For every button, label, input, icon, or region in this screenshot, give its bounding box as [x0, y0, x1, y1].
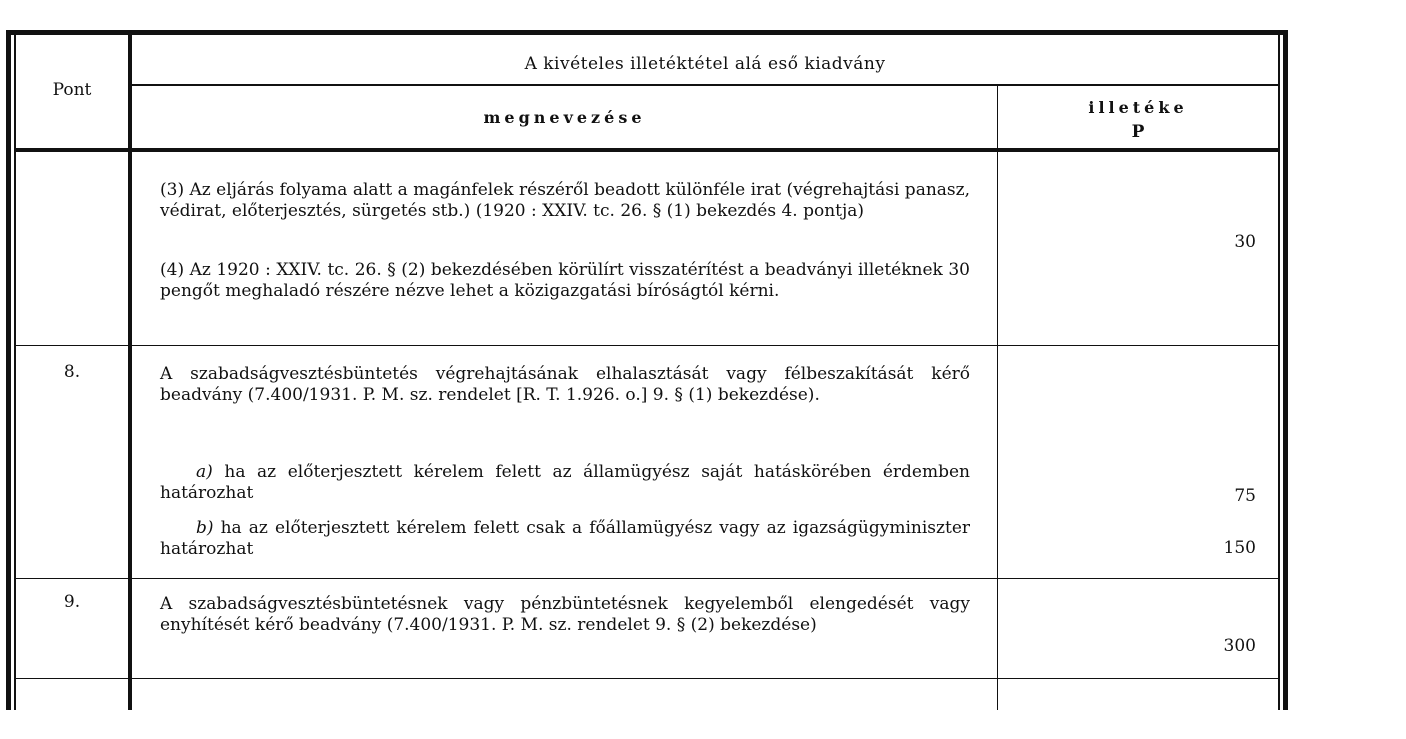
row8-item-b — [160, 518, 970, 560]
row8-item-a — [160, 462, 970, 504]
row8-item-a-text: ha az előterjesztett kérelem felett az államügyész saját hatáskörében érdemben határozhat — [160, 462, 970, 503]
row1-fee: 30 — [1234, 232, 1256, 252]
row8-fee-b: 150 — [1223, 538, 1256, 558]
row8-intro-text: A szabadságvesztésbüntetés végrehajtásának elhalasztását vagy félbeszakítását kérő beadvány (7.400/1931. P. M. sz. rendelet [R. T. 1.926. o.] 9. § (1) bekezdése). — [160, 364, 970, 405]
col-sep-pont — [128, 34, 132, 710]
row-sep-1 — [14, 345, 1280, 346]
table-left-border — [6, 30, 11, 710]
table-right-border-inner — [1278, 34, 1280, 710]
row9-pont: 9. — [63, 592, 81, 612]
row1-para3-text: (3) Az eljárás folyama alatt a magánfelek részéről beadott különféle irat (végrehajtási panasz, védirat, előterjesztés, sürgetés stb.) (1920 : XXIV. tc. 26. § (1) bekezdés 4. pontja) — [160, 180, 970, 221]
header-col-name: megnevezése — [483, 108, 646, 127]
row9-text-block — [160, 594, 970, 636]
table-right-border — [1283, 30, 1288, 710]
header-bottom-line — [14, 148, 1280, 152]
row1-para4-text: (4) Az 1920 : XXIV. tc. 26. § (2) bekezdésében körülírt visszatérítést a beadványi illetéknek 30 pengőt meghaladó részére nézve lehet a közigazgatási bíróságtól kérni. — [160, 260, 970, 301]
header-pont: Pont — [52, 80, 92, 100]
table-top-border — [6, 30, 1288, 35]
row1-para3 — [160, 180, 970, 222]
row1-para4 — [160, 260, 970, 302]
row-sep-2 — [14, 578, 1280, 579]
row8-item-b-text: ha az előterjesztett kérelem felett csak a főállamügyész vagy az igazságügyminiszter határozhat — [160, 518, 970, 559]
col-sep-fee — [997, 85, 998, 710]
row9-text: A szabadságvesztésbüntetésnek vagy pénzbüntetésnek kegyelemből elengedését vagy enyhítését kérő beadvány (7.400/1931. P. M. sz. rendelet 9. § (2) bekezdése) — [160, 594, 970, 635]
header-mid-line — [131, 84, 1280, 86]
header-col-fee-unit: P — [1131, 122, 1145, 142]
row-sep-3 — [14, 678, 1280, 679]
row8-item-b-label: b) — [196, 518, 214, 538]
header-top-title: A kivételes illetéktétel alá eső kiadvány — [524, 54, 886, 74]
header-col-fee: illetéke — [1088, 98, 1188, 117]
row8-fee-a: 75 — [1234, 486, 1256, 506]
row8-item-a-label: a) — [196, 462, 213, 482]
row8-pont: 8. — [63, 362, 81, 382]
row8-intro — [160, 364, 970, 406]
row9-fee: 300 — [1223, 636, 1256, 656]
